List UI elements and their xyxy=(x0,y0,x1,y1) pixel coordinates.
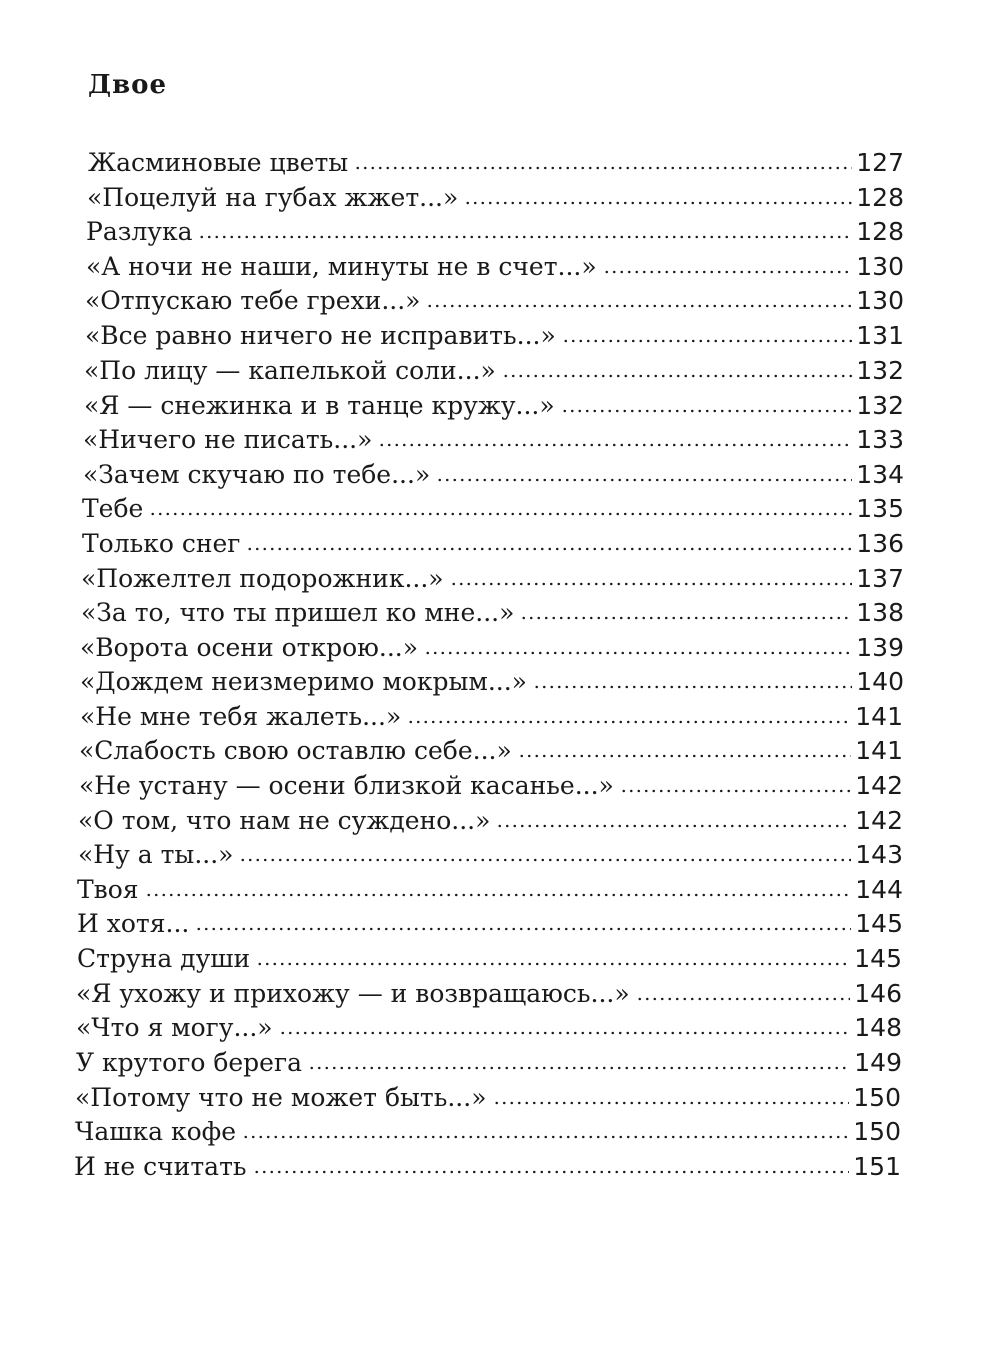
dot-leader xyxy=(496,819,851,829)
toc-entry-page: 138 xyxy=(856,598,904,627)
dot-leader xyxy=(354,161,852,171)
toc-entry-page: 130 xyxy=(856,252,904,281)
toc-entry-page: 143 xyxy=(855,840,903,869)
toc-entry-title: Тебе xyxy=(82,494,144,523)
dot-leader xyxy=(407,715,851,725)
toc-entry-page: 142 xyxy=(855,806,903,835)
toc-entry-page: 150 xyxy=(853,1117,901,1146)
toc-entry-title: Только снег xyxy=(82,529,241,558)
toc-entry[interactable] xyxy=(86,213,904,247)
toc-entry[interactable] xyxy=(82,525,904,559)
toc-entry-page: 139 xyxy=(856,633,904,662)
toc-entry-page: 136 xyxy=(856,529,904,558)
toc-entry[interactable] xyxy=(81,594,904,628)
toc-entry-title: Чашка кофе xyxy=(75,1117,236,1146)
dot-leader xyxy=(198,230,852,240)
dot-leader xyxy=(518,749,852,759)
toc-entry-title: «Пожелтел подорожник...» xyxy=(81,564,444,593)
toc-entry-page: 128 xyxy=(856,183,904,212)
toc-entry-page: 127 xyxy=(856,148,904,177)
toc-entry-title: И не считать xyxy=(74,1152,247,1181)
toc-entry-title: «Я — снежинка и в танце кружу...» xyxy=(84,391,555,420)
toc-entry[interactable] xyxy=(84,352,904,386)
toc-entry-page: 132 xyxy=(856,356,904,385)
toc-entry-page: 146 xyxy=(854,979,902,1008)
toc-entry-title: «Отпускаю тебе грехи...» xyxy=(85,286,421,315)
toc-entry-title: «Зачем скучаю по тебе...» xyxy=(83,460,431,489)
toc-entry[interactable] xyxy=(87,179,904,213)
dot-leader xyxy=(450,577,853,587)
toc-entry-page: 141 xyxy=(855,736,903,765)
toc-entry[interactable] xyxy=(76,1009,902,1043)
toc-entry[interactable] xyxy=(85,317,904,351)
dot-leader xyxy=(246,542,852,552)
dot-leader xyxy=(426,299,852,309)
toc-entry[interactable] xyxy=(76,1044,902,1078)
toc-entry[interactable] xyxy=(76,975,902,1009)
toc-entry-title: Жасминовые цветы xyxy=(88,148,349,177)
toc-entry[interactable] xyxy=(79,732,903,766)
toc-entry-title: «Не мне тебя жалеть...» xyxy=(80,702,402,731)
dot-leader xyxy=(195,922,851,932)
dot-leader xyxy=(561,404,853,414)
toc-entry-page: 142 xyxy=(855,771,903,800)
toc-entry-page: 151 xyxy=(853,1152,901,1181)
toc-entry[interactable] xyxy=(86,248,904,282)
dot-leader xyxy=(520,611,852,621)
toc-entry-page: 135 xyxy=(856,494,904,523)
toc-entry-title: Разлука xyxy=(86,217,193,246)
toc-entry-title: «Ну а ты...» xyxy=(78,840,234,869)
toc-entry[interactable] xyxy=(80,663,904,697)
toc-entry[interactable] xyxy=(88,144,904,178)
toc-entry-title: У крутого берега xyxy=(76,1048,302,1077)
dot-leader xyxy=(562,334,853,344)
toc-entry[interactable] xyxy=(77,871,903,905)
toc-entry[interactable] xyxy=(83,421,904,455)
toc-entry-page: 133 xyxy=(856,425,904,454)
toc-entry[interactable] xyxy=(75,1079,901,1113)
toc-entry[interactable] xyxy=(80,698,903,732)
toc-entry-title: «Слабость свою оставлю себе...» xyxy=(79,736,512,765)
dot-leader xyxy=(253,1165,850,1175)
dot-leader xyxy=(493,1096,850,1106)
dot-leader xyxy=(464,196,852,206)
toc-entry-page: 140 xyxy=(856,667,904,696)
toc-entry-title: «За то, что ты пришел ко мне...» xyxy=(81,598,515,627)
toc-entry-title: «По лицу — капелькой соли...» xyxy=(84,356,496,385)
dot-leader xyxy=(533,680,852,690)
toc-entry[interactable] xyxy=(84,387,904,421)
toc-entry-page: 132 xyxy=(856,391,904,420)
toc-entry-title: Струна души xyxy=(77,944,251,973)
toc-entry-title: «О том, что нам не суждено...» xyxy=(78,806,491,835)
toc-entry-page: 137 xyxy=(856,564,904,593)
dot-leader xyxy=(308,1061,850,1071)
toc-entry-title: И хотя... xyxy=(77,909,190,938)
toc-entry-title: «А ночи не наши, минуты не в счет...» xyxy=(86,252,597,281)
section-title: Двое xyxy=(88,70,168,100)
dot-leader xyxy=(279,1026,851,1036)
toc-entry-title: «Дождем неизмеримо мокрым...» xyxy=(80,667,527,696)
dot-leader xyxy=(239,853,851,863)
toc-entry[interactable] xyxy=(77,905,903,939)
toc-entry[interactable] xyxy=(78,836,903,870)
toc-entry-page: 149 xyxy=(854,1048,902,1077)
dot-leader xyxy=(424,646,852,656)
toc-entry[interactable] xyxy=(79,767,903,801)
toc-entry-title: «Я ухожу и прихожу — и возвращаюсь...» xyxy=(76,979,630,1008)
toc-entry-title: «Ничего не писать...» xyxy=(83,425,373,454)
toc-entry-page: 141 xyxy=(855,702,903,731)
dot-leader xyxy=(145,888,852,898)
toc-entry-title: «Ворота осени открою...» xyxy=(80,633,419,662)
toc-entry-page: 148 xyxy=(854,1013,902,1042)
toc-entry[interactable] xyxy=(80,629,904,663)
toc-entry-title: «Не устану — осени близкой касанье...» xyxy=(79,771,614,800)
toc-entry-page: 130 xyxy=(856,286,904,315)
toc-entry[interactable] xyxy=(77,940,902,974)
dot-leader xyxy=(603,265,853,275)
dot-leader xyxy=(620,784,851,794)
dot-leader xyxy=(149,507,852,517)
toc-entry[interactable] xyxy=(85,282,904,316)
toc-entry-page: 145 xyxy=(855,909,903,938)
dot-leader xyxy=(436,473,852,483)
dot-leader xyxy=(256,957,850,967)
toc-entry-page: 134 xyxy=(856,460,904,489)
toc-entry[interactable] xyxy=(74,1148,901,1182)
toc-entry-title: Твоя xyxy=(77,875,139,904)
dot-leader xyxy=(378,438,852,448)
toc-entry-title: «Поцелуй на губах жжет...» xyxy=(87,183,459,212)
toc-entry[interactable] xyxy=(75,1113,901,1147)
toc-entry[interactable] xyxy=(78,802,903,836)
toc-entry-page: 131 xyxy=(856,321,904,350)
dot-leader xyxy=(502,369,852,379)
toc-entry-page: 128 xyxy=(856,217,904,246)
dot-leader xyxy=(242,1130,849,1140)
toc-entry[interactable] xyxy=(81,560,904,594)
toc-entry[interactable] xyxy=(82,490,904,524)
toc-entry-title: «Потому что не может быть...» xyxy=(75,1083,487,1112)
toc-entry-page: 145 xyxy=(854,944,902,973)
dot-leader xyxy=(636,992,851,1002)
toc-entry-page: 144 xyxy=(855,875,903,904)
toc-entry-page: 150 xyxy=(853,1083,901,1112)
toc-entry-title: «Что я могу...» xyxy=(76,1013,273,1042)
toc-entry-title: «Все равно ничего не исправить...» xyxy=(85,321,556,350)
toc-entry[interactable] xyxy=(83,456,904,490)
